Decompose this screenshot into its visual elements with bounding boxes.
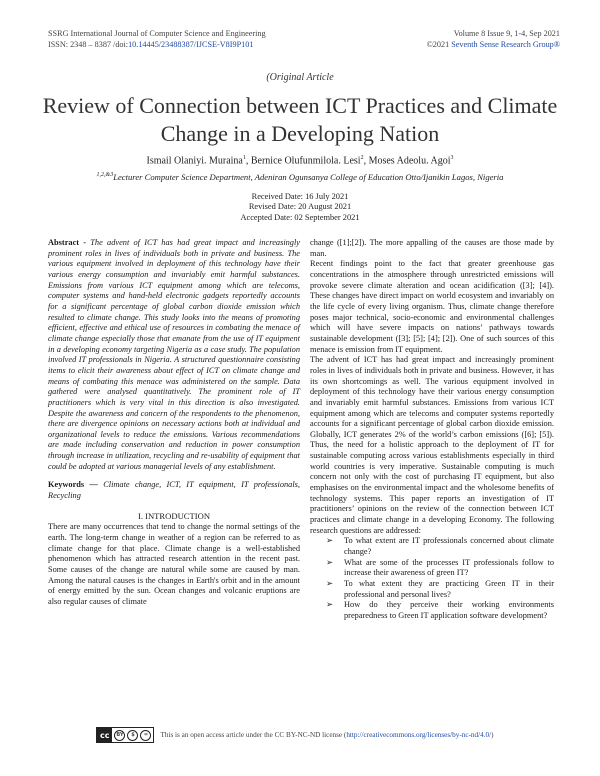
research-question: [310, 558, 554, 579]
arrow-bullet-icon: ➢: [326, 600, 333, 610]
abstract-text: The advent of ICT has had great impact and increasingly prominent roles in lives of individuals both in private and business. The various equipment involved in deployment of this technology have their various energy consumption and invariably emit harmful substances. Emissions from various ICT equipment among which are telecoms, computer systems and hand-held electronic gadgets reportedly accounts for a significant percentage of global carbon dioxide emission which resulted to climate change. This study looks into the means of promoting efficient, effective and ethical use of resources in combating the menace of climate change especially those that emanate from the use of IT equipment in a developing economy targeting Nigeria as a case study. The population involved IT professionals in Nigeria. A structured questionnaire consisting items to elicit their awareness about effect of ICT on climate change and means of combating this menace was administered on the sample. Data gathered were analysed quantitatively. The prominent role of IT practitioners which is very vital in this direction is also investigated. Despite the awareness and concern of the respondents to the phenomenon, there are divergence opinions on necessary actions both at individual and organizational levels to reduce the emissions. Various recommendations are made including conservation and reduction in power consumption through increase in utilization, recycling and re-usability of equipment that could be adopted at various managerial levels of any establishment.: [48, 238, 300, 471]
author-affil-mark: 3: [450, 155, 454, 161]
body-paragraph: Recent findings point to the fact that greater greenhouse gas concentrations in the atmosphere through unrestricted emissions will provoke severe climate alteration and ocean acidification ([3]; [4]). These changes have direct impact on world ecosystem and invariably on the life cycle of every living organism. Thus, climate change therefore poses major technical, socio-economic and environmental challenges which will have severe impacts on nations’ pathways towards sustainable development ([3]; [5]; [4]; [2]). One of such sources of this menace is emission from IT equipment.: [310, 259, 554, 354]
copyright-year: ©2021: [426, 40, 452, 49]
body-paragraph: The advent of ICT has had great impact and increasingly prominent roles in lives of individuals both in private and business. However, it has its own shortcomings as well. The various equipment involved in deployment of this technology have their various energy consumption and invariably emit harmful substances. Emissions from various ICT equipment among which are telecoms and computer systems reportedly accounts for a significant percentage of global carbon dioxide emission. Globally, ICT generates 2% of the world’s carbon emissions ([6]; [5]). Thus, the need for a holistic approach to the deployment of IT for sustainable computing across various establishments especially in third world countries is very imperative. Sustainable computing is much concern not only with the cost of purchasing IT equipment, but also emphasises on the environmental impact and the wholesome benefits of technology systems. This paper reports an investigation of IT practitioners’ opinions on the review of the connection between ICT practices and climate change in a developing Economy. The following research questions are addressed:: [310, 355, 554, 535]
paper-title: Review of Connection between ICT Practices and Climate Change in a Developing Nation: [42, 93, 558, 146]
author-affil-mark: 2: [360, 155, 364, 161]
research-question: [310, 579, 554, 600]
issn-doi: [48, 39, 266, 50]
accepted-date: Accepted Date: 02 September 2021: [240, 212, 360, 222]
license-footer: [96, 727, 566, 743]
license-url-link[interactable]: http://creativecommons.org/licenses/by-nc-nd/4.0/: [346, 731, 492, 739]
revised-date: Revised Date: 20 August 2021: [248, 202, 352, 212]
volume-header: [427, 28, 560, 50]
journal-header: [48, 28, 266, 50]
cc-logo-icon: cc: [97, 728, 112, 742]
arrow-bullet-icon: ➢: [326, 536, 333, 546]
nd-icon: =: [140, 730, 151, 741]
keywords-text: Climate change, ICT, IT equipment, IT professionals, Recycling: [48, 480, 300, 501]
journal-name: SSRG International Journal of Computer Science and Engineering: [48, 29, 266, 38]
left-column: [48, 238, 300, 608]
abstract-label: Abstract -: [48, 238, 91, 247]
license-text-start: This is an open access article under the CC BY-NC-ND license (: [160, 731, 347, 739]
article-type: (Original Article: [266, 72, 334, 83]
arrow-bullet-icon: ➢: [326, 579, 333, 588]
affiliation-text: Lecturer Computer Science Department, Adeniran Ogunsanya College of Education Otto/Ijanikin Lagos, Nigeria: [113, 172, 504, 182]
doi-link[interactable]: 10.14445/23488387/IJCSE-V8I9P101: [128, 40, 254, 49]
section-heading-introduction: I. INTRODUCTION: [137, 510, 211, 521]
cc-license-badge-icon[interactable]: [96, 727, 154, 743]
affiliation: [0, 172, 600, 182]
cc-terms-icons: [112, 728, 153, 742]
author-list: Ismail Olaniyi. Muraina$^1$, Bernice Olufunmilola. Lesi$^2$, Moses Adeolu. Agoi$^3$: [146, 155, 454, 167]
question-text: To what extent they are practicing Green IT in their professional and personal lives?: [344, 579, 554, 599]
author-name: Moses Adeolu. Agoi: [368, 155, 451, 167]
submission-dates: [0, 192, 600, 223]
question-text: How do they perceive their working environments preparedness to Green IT application software development?: [344, 600, 554, 620]
keywords: [48, 480, 300, 501]
keywords-label: Keywords —: [48, 480, 104, 490]
nc-icon: $: [127, 730, 138, 741]
received-date: Received Date: 16 July 2021: [251, 192, 349, 201]
right-column: [310, 238, 554, 622]
affiliation-marks: 1,2,&3: [96, 172, 114, 179]
by-icon: BY: [114, 730, 125, 741]
research-questions: [310, 536, 554, 621]
license-text: [160, 731, 493, 739]
author-name: Bernice Olufunmilola. Lesi: [250, 155, 361, 167]
volume-info: Volume 8 Issue 9, 1-4, Sep 2021: [453, 29, 560, 38]
issn-label: ISSN: 2348 – 8387 /doi:: [48, 40, 129, 49]
body-paragraph: change ([1];[2]). The more appalling of the causes are those made by man.: [310, 238, 554, 258]
author-name: Ismail Olaniyi. Muraina: [146, 155, 243, 167]
author-affil-mark: 1: [242, 155, 246, 161]
question-text: To what extent are IT professionals concerned about climate change?: [344, 536, 554, 557]
question-text: What are some of the processes IT professionals follow to increase their awareness of green IT?: [344, 557, 554, 578]
arrow-bullet-icon: ➢: [326, 557, 333, 567]
license-text-end: ): [491, 731, 494, 739]
copyright-line: [427, 39, 560, 50]
abstract: [48, 238, 300, 472]
publisher-link[interactable]: Seventh Sense Research Group®: [451, 40, 560, 49]
intro-paragraph: There are many occurrences that tend to change the normal settings of the earth. The long-term change in weather of a region can be referred to as climate change for that place. Climate change is a well-established phenomenon which has attracted research attention in the recent past. Some causes of the change are natural while some are caused by man. Among the natural causes is the changes in Earth's orbit and in the amount of energy emitted by the sun. Ocean changes and volcanic eruptions are also regular causes of climate: [48, 522, 300, 606]
research-question: [310, 600, 554, 621]
research-question: [310, 536, 554, 557]
